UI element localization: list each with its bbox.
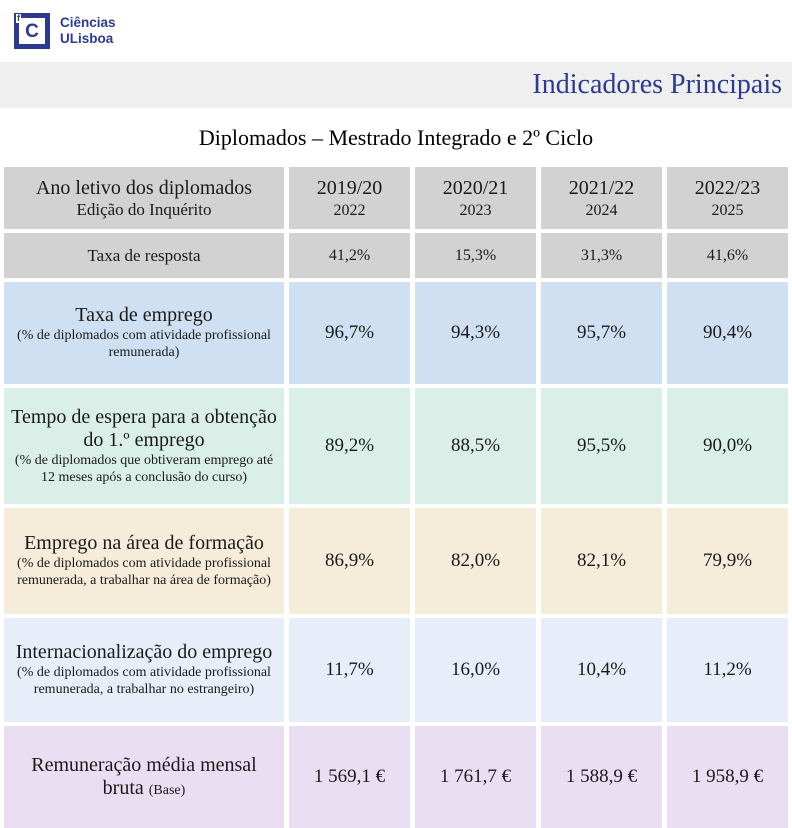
value-cell (667, 508, 788, 614)
page-title: Indicadores Principais (532, 69, 782, 100)
year-label: 2020/21 (442, 176, 509, 199)
row-sublabel: (% de diplomados com atividade profissional remunerada) (17, 328, 271, 360)
value-cell (289, 233, 410, 278)
row-label-cell (4, 508, 284, 614)
cell-value: 41,2% (328, 246, 371, 264)
row-label: Emprego na área de formação (24, 532, 264, 555)
cell-value: 15,3% (454, 246, 497, 264)
value-cell (667, 618, 788, 722)
cell-value: 41,6% (706, 246, 749, 264)
value-cell (415, 618, 536, 722)
top-bar (0, 0, 792, 62)
cell-value: 89,2% (324, 435, 375, 456)
table-row-employment-rate (4, 282, 788, 384)
value-cell (667, 388, 788, 504)
cell-value: 11,2% (703, 659, 752, 680)
row-label-cell (4, 282, 284, 384)
ciencias-logo-icon (14, 13, 50, 49)
row-label: Tempo de espera para a obtenção do 1.º emprego (11, 405, 277, 451)
value-cell (415, 508, 536, 614)
value-cell (289, 726, 410, 828)
logo-brand-line1: Ciências (60, 15, 116, 31)
edition-label: 2022 (333, 201, 366, 219)
row-sublabel: (Base) (148, 783, 186, 798)
value-cell (541, 388, 662, 504)
cell-value: 95,5% (576, 435, 627, 456)
row-label-cell (4, 618, 284, 722)
row-label-cell (4, 388, 284, 504)
cell-value: 90,4% (702, 322, 753, 343)
value-cell (415, 282, 536, 384)
year-label: 2022/23 (694, 176, 761, 199)
row-sublabel: (% de diplomados com atividade profissional remunerada, a trabalhar no estrangeiro) (17, 665, 271, 697)
cell-value: 31,3% (580, 246, 623, 264)
value-cell (289, 508, 410, 614)
value-cell (289, 618, 410, 722)
table-row-salary (4, 726, 788, 828)
year-column-header (667, 167, 788, 229)
value-cell (415, 388, 536, 504)
header-label-primary: Ano letivo dos diplomados (35, 176, 253, 199)
logo-monogram: C (25, 20, 39, 42)
table-row-internationalization (4, 618, 788, 722)
value-cell (541, 233, 662, 278)
value-cell (289, 388, 410, 504)
table-row-wait-time (4, 388, 788, 504)
cell-value: 1 588,9 € (565, 766, 638, 787)
header-label-secondary: Edição do Inquérito (76, 199, 212, 219)
row-label: Internacionalização do emprego (15, 641, 273, 664)
cell-value: 94,3% (450, 322, 501, 343)
value-cell (541, 618, 662, 722)
value-cell (541, 508, 662, 614)
cell-value: 1 958,9 € (691, 766, 764, 787)
value-cell (541, 726, 662, 828)
row-label-text: Remuneração média mensal bruta (31, 754, 257, 799)
value-cell (667, 233, 788, 278)
value-cell (415, 726, 536, 828)
edition-label: 2023 (459, 201, 492, 219)
row-label: Taxa de emprego (75, 304, 213, 327)
table-row-response-rate (4, 233, 788, 278)
row-sublabel: (% de diplomados que obtiveram emprego até 12 meses após a conclusão do curso) (14, 452, 274, 485)
value-cell (541, 282, 662, 384)
row-sublabel: (% de diplomados com atividade profissional remunerada, a trabalhar na área de formação) (17, 556, 271, 588)
header-band (0, 62, 792, 108)
cell-value: 95,7% (576, 322, 627, 343)
cell-value: 11,7% (325, 659, 374, 680)
row-label (10, 754, 278, 800)
logo-wordmark (60, 15, 116, 46)
edition-label: 2025 (711, 201, 744, 219)
table-header-row (4, 167, 788, 229)
logo-corner-mark: f (17, 13, 20, 23)
cell-value: 1 569,1 € (313, 766, 386, 787)
cell-value: 96,7% (324, 322, 375, 343)
table-title: Diplomados – Mestrado Integrado e 2º Ciclo (198, 124, 594, 150)
year-label: 2021/22 (568, 176, 635, 199)
value-cell (667, 282, 788, 384)
value-cell (289, 282, 410, 384)
year-column-header (541, 167, 662, 229)
cell-value: 1 761,7 € (439, 766, 512, 787)
year-column-header (415, 167, 536, 229)
cell-value: 90,0% (702, 435, 753, 456)
cell-value: 82,1% (576, 550, 627, 571)
cell-value: 82,0% (450, 550, 501, 571)
cell-value: 88,5% (450, 435, 501, 456)
table-row-field-employment (4, 508, 788, 614)
cell-value: 86,9% (324, 550, 375, 571)
indicators-table (4, 167, 788, 828)
year-label: 2019/20 (316, 176, 383, 199)
header-label-cell (4, 167, 284, 229)
edition-label: 2024 (585, 201, 618, 219)
cell-value: 10,4% (576, 659, 627, 680)
value-cell (667, 726, 788, 828)
row-label: Taxa de resposta (87, 245, 201, 265)
value-cell (415, 233, 536, 278)
year-column-header (289, 167, 410, 229)
row-label-cell (4, 726, 284, 828)
row-label-cell (4, 233, 284, 278)
cell-value: 79,9% (702, 550, 753, 571)
logo-brand-line2: ULisboa (60, 31, 114, 46)
cell-value: 16,0% (450, 659, 501, 680)
